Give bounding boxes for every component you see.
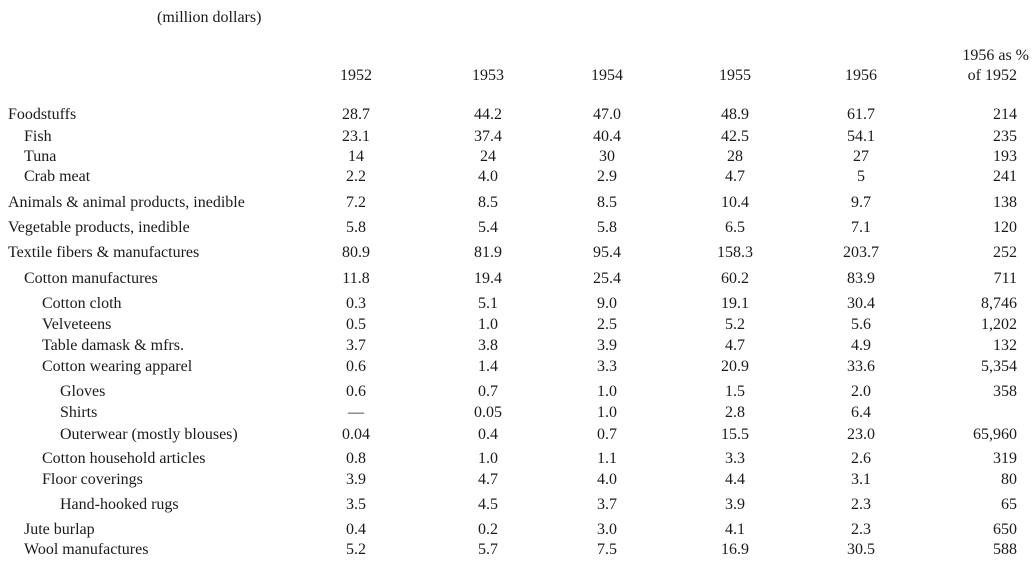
cell-1954: 8.5 [597,194,617,211]
cell-1953: 0.7 [478,383,498,400]
cell-1952: 80.9 [342,244,370,261]
cell-1954: 7.5 [597,541,617,558]
cell-1954: 2.5 [597,316,617,333]
cell-1955: 2.8 [725,404,745,421]
cell-1953: 1.0 [478,450,498,467]
row-label: Crab meat [24,168,91,185]
table-row [0,270,1035,292]
cell-1956: 5 [857,168,865,185]
cell-1954: 2.9 [597,168,617,185]
column-header-1955: 1955 [719,67,751,84]
cell-1953: 0.4 [478,426,498,443]
row-label: Cotton household articles [42,450,206,467]
row-label: Shirts [60,404,98,421]
table-row [0,521,1035,543]
cell-1952: 0.5 [346,316,366,333]
cell-pct: 711 [993,270,1017,287]
cell-1952: 0.6 [346,383,366,400]
cell-1954: 1.0 [597,404,617,421]
cell-1954: 1.1 [597,450,617,467]
cell-1955: 3.3 [725,450,745,467]
cell-pct: 8,746 [981,295,1017,312]
cell-pct: 235 [993,128,1017,145]
cell-pct: 138 [993,194,1017,211]
row-label: Tuna [24,148,57,165]
cell-1952: 7.2 [346,194,366,211]
cell-1956: 27 [853,148,869,165]
cell-1954: 9.0 [597,295,617,312]
cell-1955: 4.4 [725,471,745,488]
row-label: Hand-hooked rugs [60,496,179,513]
row-label: Velveteens [42,316,112,333]
column-header-1956: 1956 [845,67,877,84]
cell-1952: — [348,404,364,421]
units-note: (million dollars) [157,9,262,26]
cell-1956: 30.4 [847,295,875,312]
cell-1956: 23.0 [847,426,875,443]
table-row [0,358,1035,380]
cell-1953: 4.7 [478,471,498,488]
cell-1955: 42.5 [721,128,749,145]
cell-1956: 2.3 [851,496,871,513]
cell-1952: 2.2 [346,168,366,185]
cell-1955: 48.9 [721,106,749,123]
table-row [0,128,1035,150]
row-label: Animals & animal products, inedible [8,194,245,211]
table-row [0,148,1035,170]
cell-pct: 65 [1001,496,1017,513]
cell-1954: 25.4 [593,270,621,287]
row-label: Cotton cloth [42,295,122,312]
cell-1952: 3.9 [346,471,366,488]
table-row [0,194,1035,216]
cell-pct: 80 [1001,471,1017,488]
cell-1953: 24 [480,148,496,165]
cell-1956: 33.6 [847,358,875,375]
cell-1955: 10.4 [721,194,749,211]
cell-pct: 214 [993,106,1017,123]
cell-1956: 30.5 [847,541,875,558]
cell-1955: 1.5 [725,383,745,400]
cell-1953: 3.8 [478,337,498,354]
cell-1956: 9.7 [851,194,871,211]
cell-1952: 28.7 [342,106,370,123]
cell-1952: 23.1 [342,128,370,145]
cell-1954: 47.0 [593,106,621,123]
cell-1952: 0.04 [342,426,370,443]
row-label: Jute burlap [24,521,95,538]
cell-pct: 65,960 [973,426,1017,443]
table-row [0,471,1035,493]
cell-1952: 0.6 [346,358,366,375]
cell-1954: 0.7 [597,426,617,443]
row-label: Table damask & mfrs. [42,337,184,354]
table-row [0,541,1035,563]
row-label: Textile fibers & manufactures [8,244,200,261]
cell-1953: 19.4 [474,270,502,287]
cell-1954: 3.0 [597,521,617,538]
table-row [0,106,1035,128]
column-header-1952: 1952 [340,67,372,84]
cell-1954: 30 [599,148,615,165]
cell-pct: 120 [993,219,1017,236]
cell-1953: 1.0 [478,316,498,333]
cell-pct: 319 [993,450,1017,467]
cell-1953: 5.1 [478,295,498,312]
cell-1955: 4.7 [725,168,745,185]
cell-pct: 193 [993,148,1017,165]
cell-1955: 16.9 [721,541,749,558]
cell-1954: 3.9 [597,337,617,354]
cell-1953: 4.5 [478,496,498,513]
cell-1956: 83.9 [847,270,875,287]
row-label: Gloves [60,383,106,400]
cell-1956: 2.3 [851,521,871,538]
row-label: Foodstuffs [8,106,77,123]
column-header-pct-line2: of 1952 [967,67,1017,84]
table-row [0,383,1035,405]
cell-1956: 7.1 [851,219,871,236]
cell-1953: 44.2 [474,106,502,123]
column-header-1954: 1954 [591,67,623,84]
cell-1953: 4.0 [478,168,498,185]
row-label: Cotton manufactures [24,270,158,287]
cell-1953: 81.9 [474,244,502,261]
cell-1955: 19.1 [721,295,749,312]
cell-pct: 5,354 [981,358,1017,375]
cell-1954: 5.8 [597,219,617,236]
cell-1953: 1.4 [478,358,498,375]
cell-1955: 158.3 [717,244,753,261]
cell-1952: 0.8 [346,450,366,467]
cell-1955: 60.2 [721,270,749,287]
cell-1953: 8.5 [478,194,498,211]
cell-1955: 15.5 [721,426,749,443]
table-row [0,337,1035,359]
table-row [0,404,1035,426]
cell-1953: 37.4 [474,128,502,145]
cell-1955: 3.9 [725,496,745,513]
cell-pct: 588 [993,541,1017,558]
table-row [0,316,1035,338]
cell-1956: 4.9 [851,337,871,354]
row-label: Outerwear (mostly blouses) [60,426,238,443]
cell-1955: 4.7 [725,337,745,354]
cell-1953: 5.7 [478,541,498,558]
column-header-1953: 1953 [472,67,504,84]
cell-1954: 3.3 [597,358,617,375]
table-row [0,219,1035,241]
cell-1956: 203.7 [843,244,879,261]
cell-1955: 4.1 [725,521,745,538]
table-row [0,450,1035,472]
cell-1956: 5.6 [851,316,871,333]
table-row [0,496,1035,518]
cell-1952: 3.5 [346,496,366,513]
cell-1956: 6.4 [851,404,871,421]
cell-1953: 0.2 [478,521,498,538]
cell-1952: 3.7 [346,337,366,354]
table-row [0,426,1035,448]
cell-1956: 2.0 [851,383,871,400]
row-label: Vegetable products, inedible [8,219,190,236]
cell-1956: 2.6 [851,450,871,467]
row-label: Wool manufactures [24,541,149,558]
cell-1955: 20.9 [721,358,749,375]
cell-1952: 11.8 [342,270,370,287]
cell-pct: 252 [993,244,1017,261]
cell-1954: 40.4 [593,128,621,145]
table-row [0,168,1035,190]
cell-1952: 0.3 [346,295,366,312]
row-label: Fish [24,128,52,145]
cell-pct: 241 [993,168,1017,185]
column-header-pct-line1: 1956 as % [962,47,1029,64]
cell-1954: 4.0 [597,471,617,488]
cell-1953: 5.4 [478,219,498,236]
cell-pct: 1,202 [981,316,1017,333]
cell-1954: 1.0 [597,383,617,400]
row-label: Floor coverings [42,471,143,488]
cell-1953: 0.05 [474,404,502,421]
cell-1952: 0.4 [346,521,366,538]
cell-1954: 95.4 [593,244,621,261]
cell-1952: 5.2 [346,541,366,558]
table-row [0,244,1035,266]
cell-1956: 3.1 [851,471,871,488]
cell-pct: 132 [993,337,1017,354]
cell-1952: 14 [348,148,364,165]
cell-1952: 5.8 [346,219,366,236]
cell-pct: 650 [993,521,1017,538]
cell-pct: 358 [993,383,1017,400]
cell-1955: 6.5 [725,219,745,236]
cell-1955: 5.2 [725,316,745,333]
cell-1956: 54.1 [847,128,875,145]
cell-1954: 3.7 [597,496,617,513]
table-row [0,295,1035,317]
cell-1956: 61.7 [847,106,875,123]
cell-1955: 28 [727,148,743,165]
row-label: Cotton wearing apparel [42,358,193,375]
